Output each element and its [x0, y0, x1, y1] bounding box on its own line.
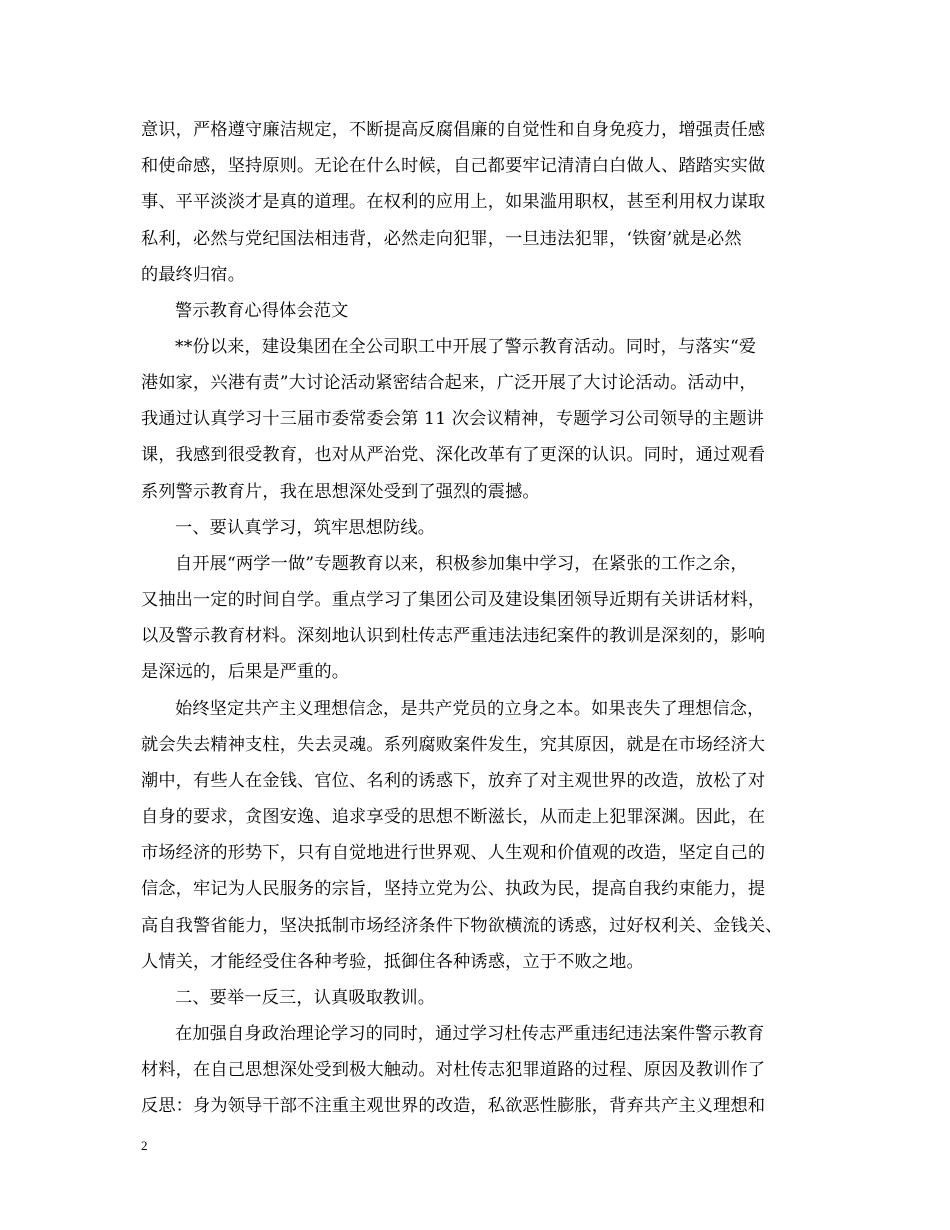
- text-line: 私利，必然与党纪国法相违背，必然走向犯罪，一旦违法犯罪，‘铁窗’就是必然: [141, 229, 742, 249]
- text-line: 系列警示教育片，我在思想深处受到了强烈的震撼。: [141, 482, 540, 502]
- text-line: 事、平平淡淡才是真的道理。在权利的应用上，如果滥用职权，甚至利用权力谋取: [141, 192, 766, 212]
- text-line: 反思：身为领导干部不注重主观世界的改造，私欲恶性膨胀，背弃共产主义理想和: [141, 1096, 766, 1116]
- text-line: 自开展“两学一做”专题教育以来，积极参加集中学习，在紧张的工作之余，: [175, 554, 748, 574]
- text-line: 潮中，有些人在金钱、官位、名利的诱惑下，放弃了对主观世界的改造，放松了对: [141, 771, 766, 791]
- text-line: 我通过认真学习十三届市委常委会第 11 次会议精神，专题学习公司领导的主题讲: [141, 409, 764, 429]
- section-heading: 一、要认真学习，筑牢思想防线。: [175, 518, 436, 538]
- text-line: 港如家，兴港有责”大讨论活动紧密结合起来，广泛开展了大讨论活动。活动中，: [141, 373, 757, 393]
- text-line: 以及警示教育材料。深刻地认识到杜传志严重违法违纪案件的教训是深刻的，影响: [141, 626, 766, 646]
- section-heading: 二、要举一反三，认真吸取教训。: [175, 988, 436, 1008]
- text-line: 高自我警省能力，坚决抵制市场经济条件下物欲横流的诱惑，过好权利关、金钱关、: [141, 916, 783, 936]
- text-line: 课，我感到很受教育，也对从严治党、深化改革有了更深的认识。同时，通过观看: [141, 445, 766, 465]
- text-line: 在加强自身政治理论学习的同时，通过学习杜传志严重违纪违法案件警示教育: [175, 1024, 765, 1044]
- text-line: 就会失去精神支柱，失去灵魂。系列腐败案件发生，究其原因，就是在市场经济大: [141, 735, 766, 755]
- text-line: 人情关，才能经受住各种考验，抵御住各种诱惑，立于不败之地。: [141, 952, 644, 972]
- text-line: 又抽出一定的时间自学。重点学习了集团公司及建设集团领导近期有关讲话材料，: [141, 590, 766, 610]
- text-line: 的最终归宿。: [141, 265, 246, 285]
- text-line: 自身的要求，贪图安逸、追求享受的思想不断滋长，从而走上犯罪深渊。因此，在: [141, 807, 766, 827]
- text-line: 意识，严格遵守廉洁规定，不断提高反腐倡廉的自觉性和自身免疫力，增强责任感: [141, 120, 766, 140]
- text-line: 始终坚定共产主义理想信念，是共产党员的立身之本。如果丧失了理想信念，: [175, 699, 765, 719]
- text-line: 信念，牢记为人民服务的宗旨，坚持立党为公、执政为民，提高自我约束能力，提: [141, 879, 766, 899]
- text-line: 材料，在自己思想深处受到极大触动。对杜传志犯罪道路的过程、原因及教训作了: [141, 1060, 766, 1080]
- section-heading: 警示教育心得体会范文: [175, 301, 349, 321]
- text-line: 和使命感，坚持原则。无论在什么时候，自己都要牢记清清白白做人、踏踏实实做: [141, 156, 766, 176]
- page-number: 2: [141, 1138, 148, 1153]
- text-line: **份以来，建设集团在全公司职工中开展了警示教育活动。同时，与落实“爱: [175, 337, 757, 357]
- text-line: 是深远的，后果是严重的。: [141, 662, 350, 682]
- text-line: 市场经济的形势下，只有自觉地进行世界观、人生观和价值观的改造，坚定自己的: [141, 843, 766, 863]
